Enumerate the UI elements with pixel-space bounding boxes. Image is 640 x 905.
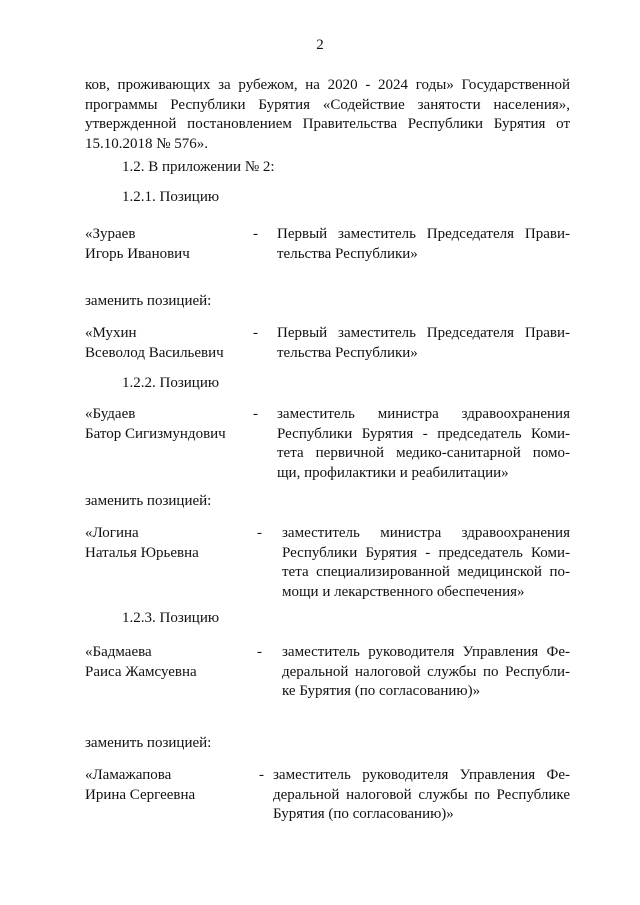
section-1-2-1-heading: 1.2.1. Позицию bbox=[122, 189, 220, 205]
position-title: заместитель руководителя Управления Фе- деральной налоговой службы по Республике Бурятия (по согласованию)» bbox=[273, 767, 570, 822]
dash-separator: - bbox=[253, 226, 258, 242]
dash-separator: - bbox=[253, 325, 258, 341]
section-1-2-2-heading: 1.2.2. Позицию bbox=[122, 375, 220, 391]
dash-separator: - bbox=[253, 406, 258, 422]
dash-separator: - bbox=[257, 525, 262, 541]
position-title: заместитель министра здравоохранения Республики Бурятия - председатель Коми- тета первичной медико-санитарной помо- щи, профилактики и реабилитации» bbox=[277, 406, 570, 481]
replace-with-label: заменить позицией: bbox=[85, 293, 212, 309]
person-name: «Логина Наталья Юрьевна bbox=[85, 525, 199, 561]
intro-paragraph: ков, проживающих за рубежом, на 2020 - 2024 годы» Государственной программы Республики Бурятия «Содействие занятости населения», утвержденной постановлением Правительства Республики Бурятия от 15.10.2018 № 576». bbox=[85, 77, 570, 152]
person-name: «Будаев Батор Сигизмундович bbox=[85, 406, 226, 442]
dash-separator: - bbox=[259, 767, 264, 783]
position-title: заместитель руководителя Управления Фе- деральной налоговой службы по Республи- ке Бурятия (по согласованию)» bbox=[282, 644, 570, 699]
replace-with-label: заменить позицией: bbox=[85, 735, 212, 751]
page-number: 2 bbox=[316, 37, 324, 53]
section-1-2-3-heading: 1.2.3. Позицию bbox=[122, 610, 220, 626]
position-title: заместитель министра здравоохранения Республики Бурятия - председатель Коми- тета специализированной медицинской по- мощи и лекарственного обеспечения» bbox=[282, 525, 570, 600]
person-name: «Мухин Всеволод Васильевич bbox=[85, 325, 224, 361]
position-title: Первый заместитель Председателя Прави- тельства Республики» bbox=[277, 325, 570, 361]
replace-with-label: заменить позицией: bbox=[85, 493, 212, 509]
section-1-2-heading: 1.2. В приложении № 2: bbox=[122, 159, 275, 175]
person-name: «Зураев Игорь Иванович bbox=[85, 226, 190, 262]
person-name: «Бадмаева Раиса Жамсуевна bbox=[85, 644, 197, 680]
person-name: «Ламажапова Ирина Сергеевна bbox=[85, 767, 196, 803]
position-title: Первый заместитель Председателя Прави- тельства Республики» bbox=[277, 226, 570, 262]
dash-separator: - bbox=[257, 644, 262, 660]
